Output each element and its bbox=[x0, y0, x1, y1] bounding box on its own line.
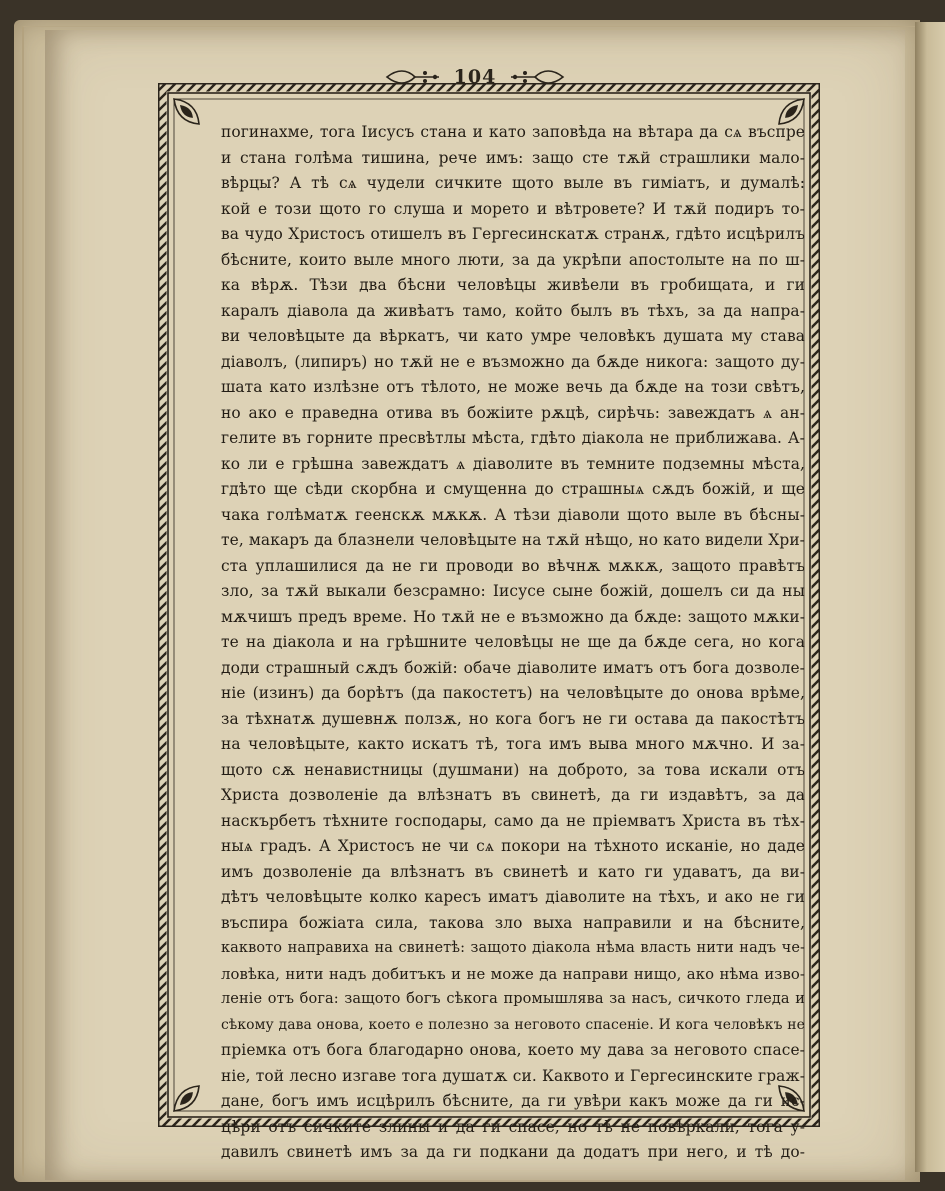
text-line: гдѣто ще сѣди скорбна и смущенна до страшныѧ сѫдъ божій, и ще bbox=[221, 480, 805, 498]
text-line: дане, богъ имъ исцѣрилъ бѣсните, да ги увѣри какъ може да ги ис- bbox=[221, 1092, 805, 1110]
text-line: каралъ діавола да живѣатъ тамо, който былъ въ тѣхъ, за да напра- bbox=[221, 301, 805, 320]
text-line: сѣкому дава онова, което е полезно за неговото спасеніе. И кога человѣкъ не bbox=[221, 1016, 805, 1033]
text-line: цѣри отъ сичките злины и да ги спасе, но тѣ не повѣркали, тога у- bbox=[221, 1117, 805, 1136]
text-line: ка вѣрѫ. Тѣзи два бѣсни человѣцы живѣели въ гробищата, и ги bbox=[221, 276, 805, 294]
text-line: зло, за тѫй выкали безсрамно: Іисусе сыне божій, дошелъ си да ны bbox=[221, 582, 805, 600]
text-line: ви человѣцыте да вѣркатъ, чи като умре человѣкъ душата му става bbox=[221, 327, 805, 345]
text-line: те, макаръ да блазнели человѣцыте на тѫй нѣщо, но като видели Хри- bbox=[221, 531, 805, 549]
text-line: имъ дозволеніе да влѣзнатъ въ свинетѣ и като ги удаватъ, да ви- bbox=[221, 862, 805, 881]
text-line: наскърбетъ тѣхните господары, само да не пріемватъ Христа въ тѣх- bbox=[221, 811, 805, 830]
text-line: леніе отъ бога: защото богъ сѣкога промышлява за насъ, сичкото гледа и bbox=[221, 991, 805, 1007]
text-line: погинахме, тога Іисусъ стана и като заповѣда на вѣтара да сѧ въспре bbox=[221, 123, 805, 141]
text-line: гелите въ горните пресвѣтлы мѣста, гдѣто діакола не приближава. А- bbox=[221, 429, 805, 447]
text-line: Христа дозволеніе да влѣзнатъ въ свинетѣ, да ги издавѣтъ, за да bbox=[221, 786, 805, 804]
text-line: но ако е праведна отива въ божіите рѫцѣ, сирѣчь: завеждатъ ѧ ан- bbox=[221, 403, 805, 422]
text-line: ніе (изинъ) да борѣтъ (да пакостетъ) на человѣцыте до онова врѣме, bbox=[221, 684, 805, 702]
text-line: и стана голѣма тишина, рече имъ: защо сте тѫй страшлики мало- bbox=[221, 148, 805, 167]
text-line: кой е този щото го слуша и морето и вѣтровете? И тѫй подиръ то- bbox=[221, 199, 805, 218]
page-number: 104 bbox=[453, 66, 497, 88]
text-line: діаволъ, (липиръ) но тѫй не е възможно да бѫде никога: защото ду- bbox=[221, 352, 805, 371]
text-line: ста уплашилися да не ги проводи во вѣчнѫ мѫкѫ, защото правѣтъ bbox=[221, 556, 805, 575]
text-line: дѣтъ человѣцыте колко каресъ иматъ діаволите на тѣхъ, и ако не ги bbox=[221, 888, 805, 906]
text-line: въспира божіата сила, такова зло выха направили и на бѣсните, bbox=[221, 913, 805, 932]
text-line: за тѣхнатѫ душевнѫ ползѫ, но кога богъ не ги остава да пакостѣтъ bbox=[221, 709, 805, 728]
text-line: доди страшный сѫдъ божій: обаче діаволите иматъ отъ бога дозволе- bbox=[221, 658, 805, 677]
text-line: ко ли е грѣшна завеждатъ ѧ діаволите въ темните подземны мѣста, bbox=[221, 454, 805, 473]
text-line: ловѣка, нити надъ добитъкъ и не може да направи нищо, ако нѣма изво- bbox=[221, 965, 805, 983]
text-line: чака голѣматѫ геенскѫ мѫкѫ. А тѣзи діаволи щото выле въ бѣсны- bbox=[221, 505, 805, 524]
text-line: шата като излѣзне отъ тѣлото, не може вечь да бѫде на този свѣтъ, bbox=[221, 378, 805, 396]
text-line: вѣрцы? А тѣ сѧ чудели сичките щото выле въ гиміатъ, и думалѣ: bbox=[221, 174, 805, 192]
text-line: пріемка отъ бога благодарно онова, което му дава за неговото спасе- bbox=[221, 1041, 805, 1059]
text-line: те на діакола и на грѣшните человѣцы не ще да бѫде сега, но кога bbox=[221, 633, 805, 651]
text-line: бѣсните, които выле много люти, за да укрѣпи апостолыте на по ш- bbox=[221, 250, 805, 269]
text-line: мѫчишъ предъ време. Но тѫй не е възможно да бѫде: защото мѫки- bbox=[221, 607, 805, 626]
text-line: ва чудо Христосъ отишелъ въ Гергесинскатѫ странѫ, гдѣто исцѣрилъ bbox=[221, 225, 805, 243]
text-line: на человѣцыте, както искатъ тѣ, тога имъ выва много мѫчно. И за- bbox=[221, 735, 805, 753]
book-page bbox=[45, 30, 905, 1180]
text-line: ныѧ градъ. А Христосъ не чи сѧ покори на тѣхното исканіе, но даде bbox=[221, 837, 805, 855]
text-line: давилъ свинетѣ имъ за да ги подкани да додатъ при него, и тѣ до- bbox=[221, 1143, 805, 1161]
text-line: щото сѫ ненавистницы (душмани) на доброто, за това искали отъ bbox=[221, 760, 805, 779]
text-line: каквото направиха на свинетѣ: защото діакола нѣма власть нити надъ че- bbox=[221, 940, 805, 956]
page-text bbox=[221, 120, 805, 1161]
text-line: ніе, той лесно изгаве тога душатѫ си. Каквото и Гергесинските граж- bbox=[221, 1066, 805, 1085]
facing-page-edge bbox=[915, 22, 945, 1172]
